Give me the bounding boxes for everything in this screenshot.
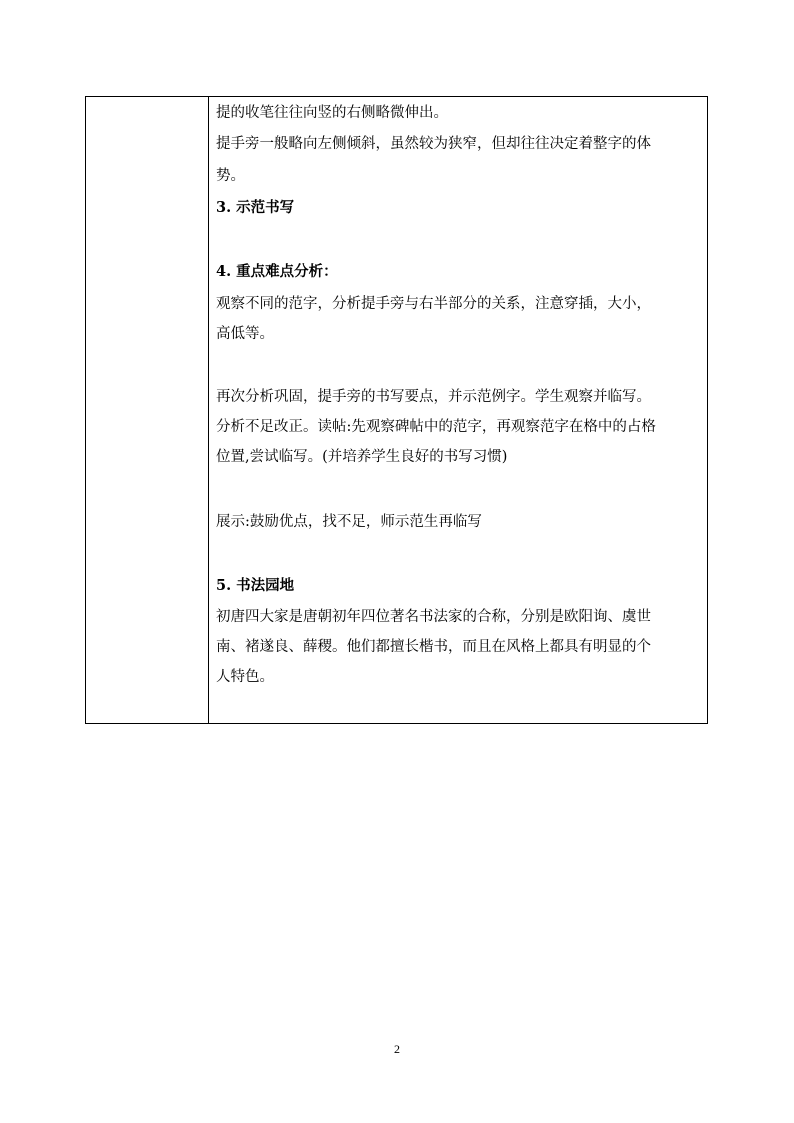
text-line: 位置,尝试临写。(并培养学生良好的书写习惯) — [216, 449, 508, 465]
text-line: 势。 — [216, 168, 245, 184]
text-line: 观察不同的范字，分析提手旁与右半部分的关系，注意穿插，大小， — [216, 296, 651, 312]
text-line: 展示:鼓励优点，找不足，师示范生再临写 — [216, 514, 482, 530]
text-line: 高低等。 — [216, 326, 274, 342]
section-heading: 5. 书法园地 — [216, 577, 295, 594]
lesson-table — [85, 96, 708, 724]
text-line: 南、褚遂良、薛稷。他们都擅长楷书，而且在风格上都具有明显的个 — [216, 639, 651, 655]
left-cell — [86, 97, 208, 723]
text-line: 再次分析巩固，提手旁的书写要点，并示范例字。学生观察并临写。 — [216, 389, 651, 405]
text-line: 分析不足改正。读帖:先观察碑帖中的范字，再观察范字在格中的占格 — [216, 419, 656, 435]
text-line: 人特色。 — [216, 669, 274, 685]
text-line: 提手旁一般略向左侧倾斜，虽然较为狭窄，但却往往决定着整字的体 — [216, 136, 651, 152]
column-divider — [208, 97, 209, 723]
text-line: 初唐四大家是唐朝初年四位著名书法家的合称，分别是欧阳询、虞世 — [216, 609, 651, 625]
section-heading: 3. 示范书写 — [216, 199, 295, 216]
section-heading: 4. 重点难点分析： — [216, 263, 338, 280]
text-line: 提的收笔往往向竖的右侧略微伸出。 — [216, 105, 448, 121]
page-number: 2 — [394, 1042, 400, 1056]
